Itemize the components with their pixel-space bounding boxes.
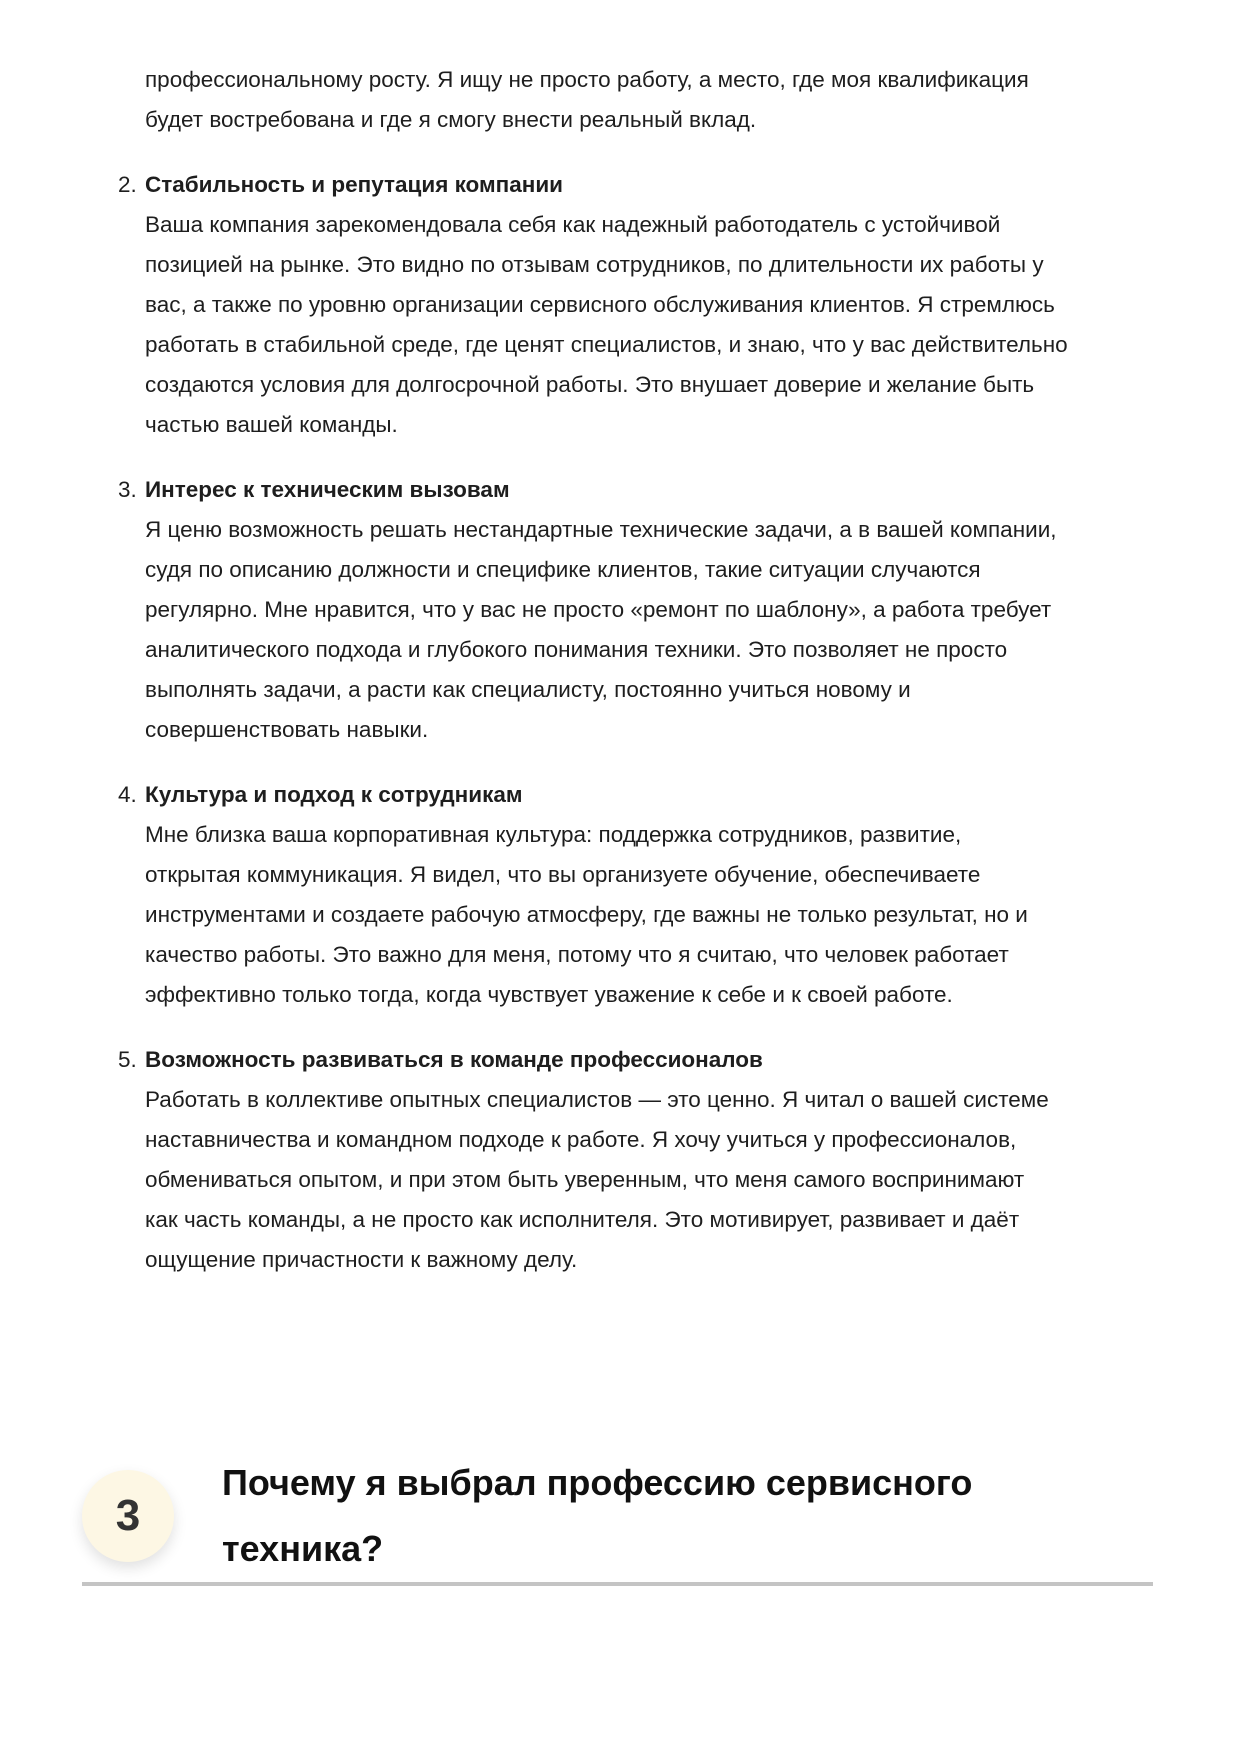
list-item-continuation: профессиональному росту. Я ищу не просто работу, а место, где моя квалификация будет востребована и где я смогу внести реальный вклад. (145, 67, 1029, 132)
list-number: 4. (118, 782, 137, 807)
list-item-title: Интерес к техническим вызовам (145, 477, 510, 502)
section-number-badge: 3 (82, 1470, 174, 1562)
list-number: 5. (118, 1047, 137, 1072)
list-item-title: Возможность развиваться в команде профессионалов (145, 1047, 763, 1072)
list-item-body: Мне близка ваша корпоративная культура: поддержка сотрудников, развитие, открытая коммуникация. Я видел, что вы организуете обучение, обеспечиваете инструментами и создаете рабочую атмосферу, где важны не только результат, но и качество работы. Это важно для меня, потому что я считаю, что человек работает эффективно только тогда, когда чувствует уважение к себе и к своей работе. (145, 822, 1028, 1007)
list-item-body: Работать в коллективе опытных специалистов — это ценно. Я читал о вашей системе наставничества и командном подходе к работе. Я хочу учиться у профессионалов, обмениваться опытом, и при этом быть уверенным, что меня самого воспринимают как часть команды, а не просто как исполнителя. Это мотивирует, развивает и даёт ощущение причастности к важному делу. (145, 1087, 1049, 1272)
list-item (118, 165, 1168, 445)
section-heading: Почему я выбрал профессию сервисного техника? (222, 1462, 973, 1569)
list-item-body: Я ценю возможность решать нестандартные технические задачи, а в вашей компании, судя по описанию должности и специфике клиентов, такие ситуации случаются регулярно. Мне нравится, что у вас не просто «ремонт по шаблону», а работа требует аналитического подхода и глубокого понимания техники. Это позволяет не просто выполнять задачи, а расти как специалисту, постоянно учиться новому и совершенствовать навыки. (145, 517, 1057, 742)
list-number: 2. (118, 172, 137, 197)
list-item (118, 470, 1168, 750)
section-header (82, 1450, 1153, 1586)
list-item-body: Ваша компания зарекомендовала себя как надежный работодатель с устойчивой позицией на рынке. Это видно по отзывам сотрудников, по длительности их работы у вас, а также по уровню организации сервисного обслуживания клиентов. Я стремлюсь работать в стабильной среде, где ценят специалистов, и знаю, что у вас действительно создаются условия для долгосрочной работы. Это внушает доверие и желание быть частью вашей команды. (145, 212, 1068, 437)
list-number: 3. (118, 477, 137, 502)
list-item (118, 775, 1168, 1015)
list-item-title: Культура и подход к сотрудникам (145, 782, 523, 807)
list-item (118, 1040, 1168, 1280)
list-item-title: Стабильность и репутация компании (145, 172, 563, 197)
reasons-list (118, 60, 1168, 1280)
